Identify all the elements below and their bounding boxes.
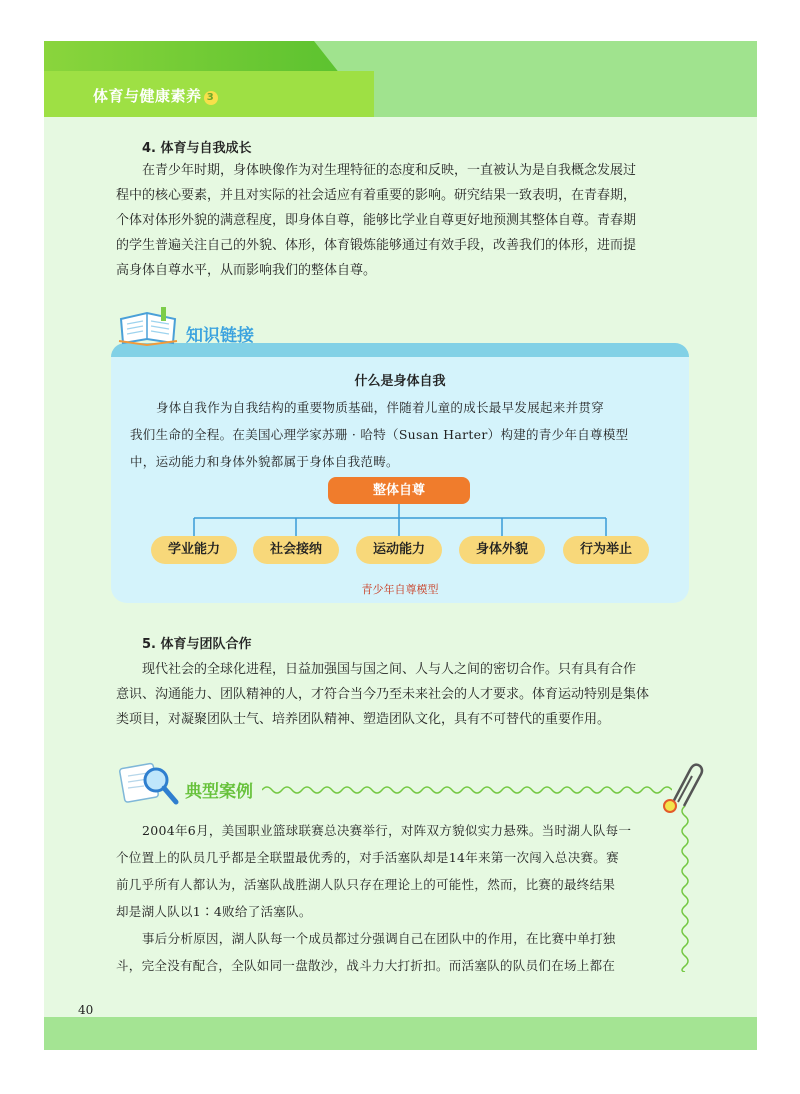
section-heading-4: 4. 体育与自我成长: [142, 141, 252, 156]
paragraph-line: 的学生普遍关注自己的外貌、体形，体育锻炼能够通过有效手段，改善我们的体形，进而提: [116, 238, 637, 253]
paragraph-line: 斗，完全没有配合，全队如同一盘散沙，战斗力大打折扣。而活塞队的队员们在场上都在: [116, 958, 616, 973]
diagram-node-athletic: 运动能力: [356, 536, 442, 564]
diagram-node-academic: 学业能力: [151, 536, 237, 564]
paragraph-line: 事后分析原因，湖人队每一个成员都过分强调自己在团队中的作用，在比赛中单打独: [142, 931, 616, 946]
typical-case-label: 典型案例: [185, 782, 253, 802]
section-5-paragraph: [116, 657, 690, 732]
paragraph-line: 在青少年时期，身体映像作为对生理特征的态度和反映，一直被认为是自我概念发展过: [142, 163, 637, 178]
wavy-border-top: [262, 783, 672, 797]
wavy-border-right: [678, 806, 692, 972]
page-number: 40: [78, 1003, 94, 1017]
case-paragraph: [116, 817, 676, 979]
paragraph-line: 2004年6月，美国职业篮球联赛总决赛举行，对阵双方貌似实力悬殊。当时湖人队每一: [142, 823, 632, 838]
paragraph-line: 个体对体形外貌的满意程度，即身体自尊，能够比学业自尊更好地预测其整体自尊。青春期: [116, 213, 637, 228]
footer-band: [44, 1017, 757, 1050]
section-heading-5: 5. 体育与团队合作: [142, 637, 252, 652]
diagram-node-appearance: 身体外貌: [459, 536, 545, 564]
paragraph-line: 意识、沟通能力、团队精神的人，才符合当今乃至未来社会的人才要求。体育运动特别是集体: [116, 687, 650, 702]
paragraph-line: 程中的核心要素，并且对实际的社会适应有着重要的影响。研究结果一致表明，在青春期，: [116, 188, 637, 203]
magnifier-icon: [118, 760, 180, 808]
paragraph-line: 高身体自尊水平，从而影响我们的整体自尊。: [116, 263, 377, 278]
paragraph-line: 中，运动能力和身体外貌都属于身体自我范畴。: [130, 454, 399, 469]
paragraph-line: 类项目，对凝聚团队士气、培养团队精神、塑造团队文化，具有不可替代的重要作用。: [116, 712, 611, 727]
paragraph-line: 现代社会的全球化进程，日益加强国与国之间、人与人之间的密切合作。只有具有合作: [142, 662, 637, 677]
header-badge: 3: [204, 91, 218, 105]
paragraph-line: 个位置上的队员几乎都是全联盟最优秀的，对手活塞队却是14年来第一次闯入总决赛。赛: [116, 850, 619, 865]
diagram-node-conduct: 行为举止: [563, 536, 649, 564]
knowledge-link-label: 知识链接: [186, 326, 254, 346]
paragraph-line: 却是湖人队以1∶4败给了活塞队。: [116, 904, 312, 919]
knowledge-title: 什么是身体自我: [354, 374, 446, 389]
diagram-node-social: 社会接纳: [253, 536, 339, 564]
paragraph-line: 前几乎所有人都认为，活塞队战胜湖人队只存在理论上的可能性，然而，比赛的最终结果: [116, 877, 616, 892]
paragraph-line: 我们生命的全程。在美国心理学家苏珊 · 哈特（Susan Harter）构建的青少年自尊模型: [130, 427, 629, 442]
header-title-text: 体育与健康素养: [93, 87, 202, 105]
diagram-caption: 青少年自尊模型: [361, 583, 439, 596]
paperclip-icon: [656, 762, 704, 822]
paragraph-line: 身体自我作为自我结构的重要物质基础，伴随着儿童的成长最早发展起来并贯穿: [156, 400, 605, 415]
diagram-root-node: 整体自尊: [328, 477, 470, 504]
